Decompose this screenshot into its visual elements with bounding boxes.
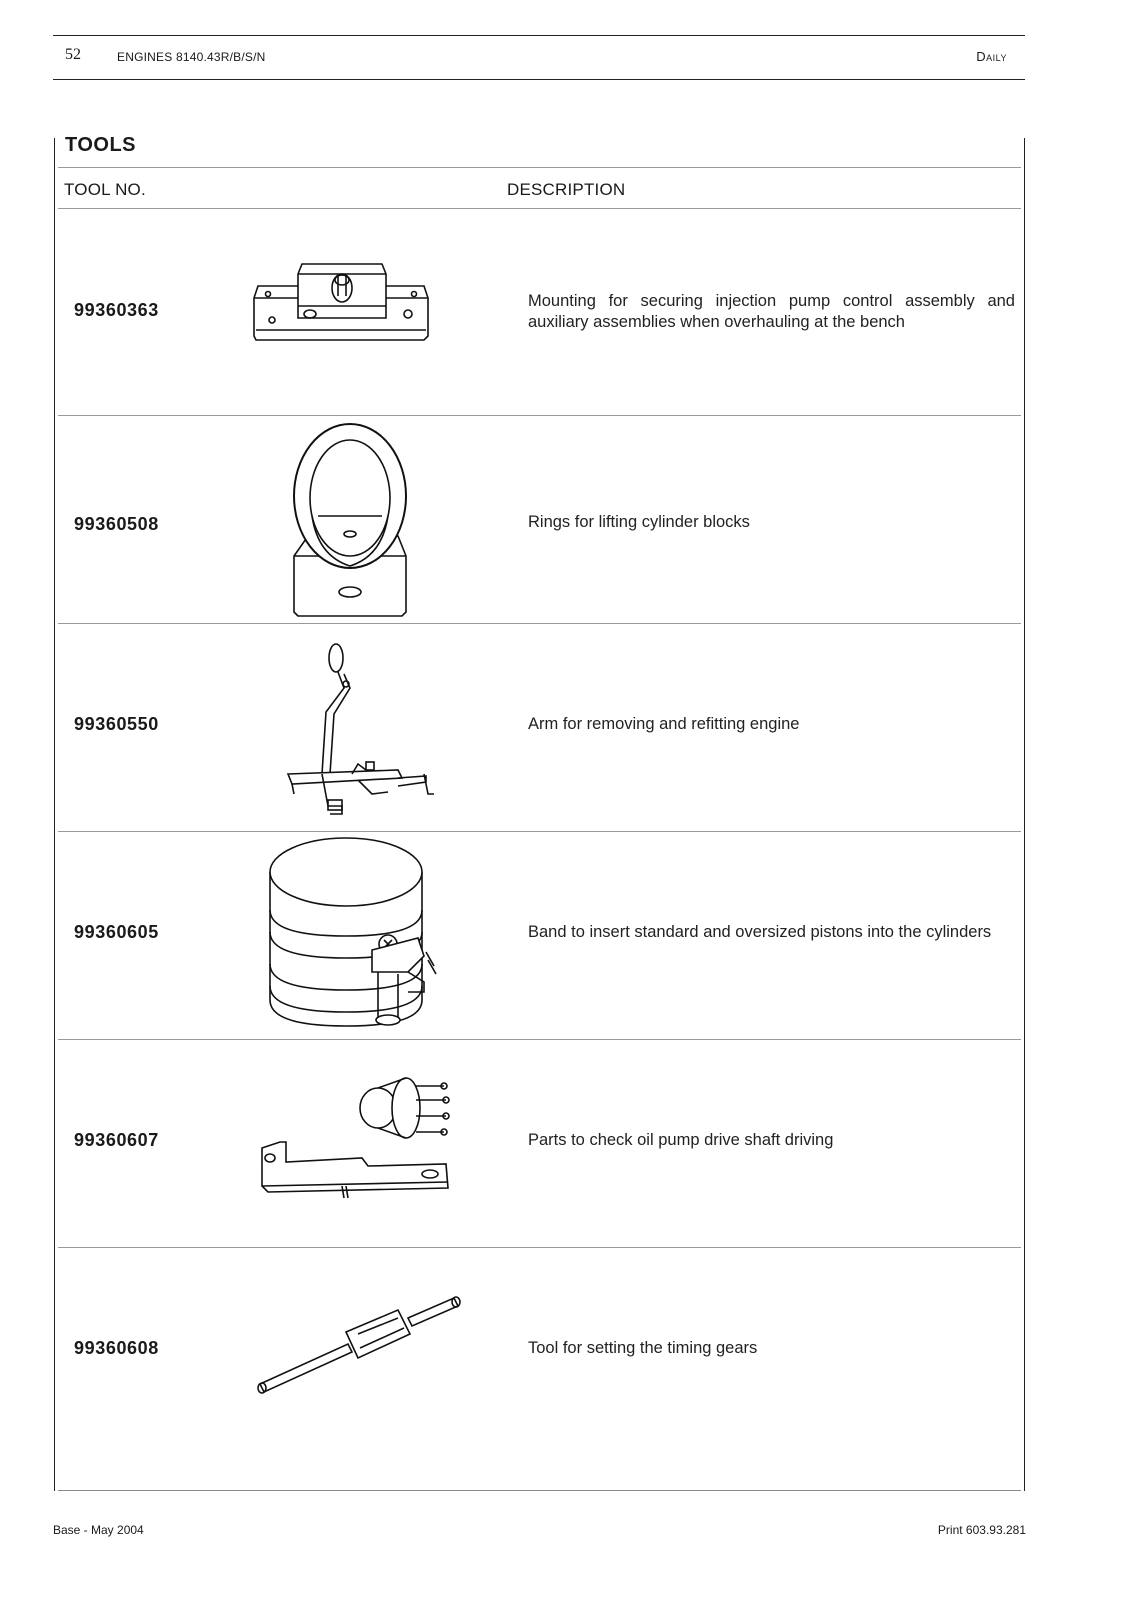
pump-mounting-plate-drawing [248,208,528,420]
timing-gear-tool-drawing [248,1248,528,1460]
table-row [58,416,1021,628]
tool-number: 99360508 [74,514,159,534]
table-row [58,1040,1021,1252]
engine-label: ENGINES 8140.43R/B/S/N [117,50,266,64]
tool-description: Band to insert standard and oversized pistons into the cylinders [528,923,992,941]
page-header [53,35,1025,80]
divider [58,167,1021,168]
table-row [58,624,1021,836]
tool-description: Tool for setting the timing gears [528,1339,758,1357]
tool-number: 99360608 [74,1338,159,1358]
page-number: 52 [65,46,81,63]
table-bottom-border [58,1490,1021,1491]
tool-description: Rings for lifting cylinder blocks [528,513,750,531]
column-header-description: DESCRIPTION [507,180,626,199]
table-row [58,832,1021,1044]
tool-description: Arm for removing and refitting engine [528,715,800,733]
tool-description: Mounting for securing injection pump control assembly and auxiliary assemblies when overhauling at the bench [528,292,1015,331]
brand-label: Daily [976,49,1007,64]
tool-number: 99360363 [74,300,159,320]
lifting-arm-drawing [248,624,528,836]
table-row [58,1248,1021,1460]
table-row [58,208,1021,420]
tool-number: 99360607 [74,1130,159,1150]
section-title: TOOLS [65,134,137,156]
tool-number: 99360605 [74,922,159,942]
tool-description: Parts to check oil pump drive shaft driving [528,1131,834,1149]
footer-print-code: Print 603.93.281 [937,1523,1026,1537]
oil-pump-check-parts-drawing [248,1040,528,1252]
tool-number: 99360550 [74,714,159,734]
footer-edition: Base - May 2004 [53,1523,144,1537]
column-header-tool-no: TOOL NO. [64,180,146,199]
lifting-ring-drawing [248,416,528,628]
piston-band-drawing [248,832,528,1044]
